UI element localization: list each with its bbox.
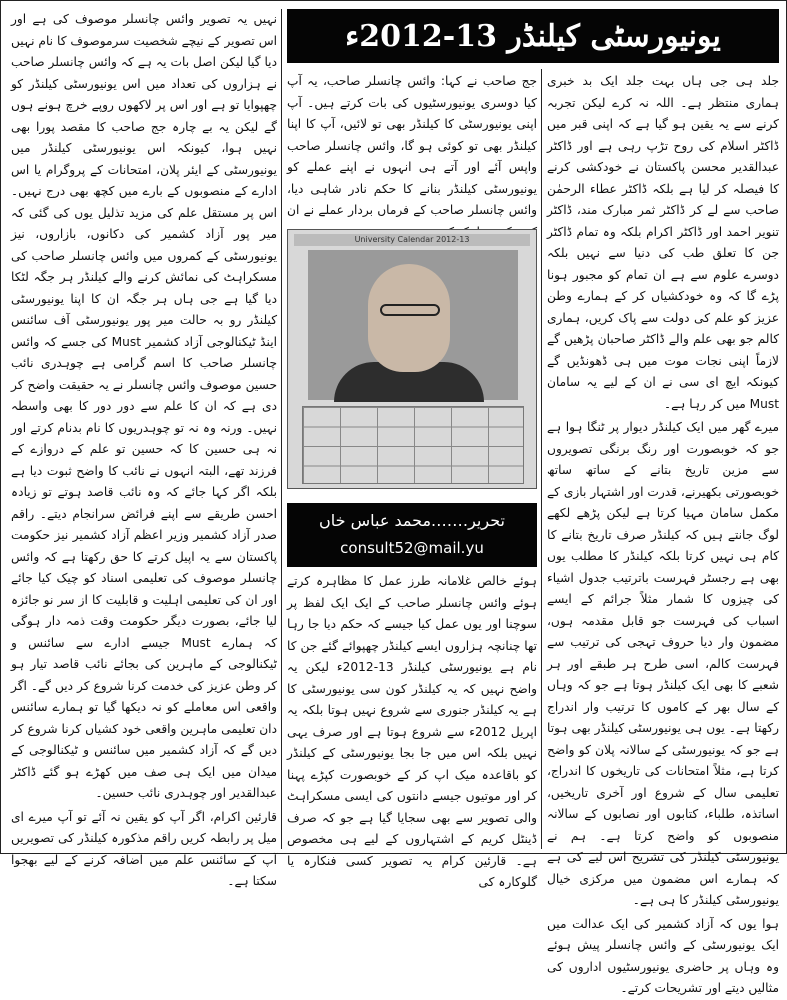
article-column-right <box>547 71 779 995</box>
paragraph: ہوا یوں کہ آزاد کشمیر کی ایک عدالت میں ایک یونیورسٹی کے وائس چانسلر پیش ہوئے وہ وہاں پر حاضری یونیورسٹیوں اداروں کی مثالیں دیتے اور تشریحات کرتے۔ <box>547 916 779 995</box>
calendar-header-text: University Calendar 2012-13 <box>294 234 530 246</box>
article-column-middle-top <box>287 71 537 221</box>
article-title-text: یونیورسٹی کیلنڈر 13-2012ء <box>345 18 721 54</box>
paragraph: نہیں یہ تصویر وائس چانسلر موصوف کی ہے اور اس تصویر کے نیچے شخصیت سرموصوف کا نام نہیں دیا گیا لیکن اصل بات یہ ہے کہ وائس چانسلر صاحب نے ہزاروں کی تعداد میں اس یونیورسٹی کیلنڈر کو چھپوایا تو ہے اور اس پر لاکھوں روپے خرچ ہونے ہوں گے لیکن یہ بے چارہ جج صاحب کا مقصد پورا بھی نہیں ہوا، کیونکہ اس یونیورسٹی کیلنڈر میں یونیورسٹی کے ایئر پلان، امتحانات کے پروگرام یا اس ادارے کے منصوبوں کے بارے میں کچھ بھی درج نہیں۔ اس پر مستقل علم کی مزید تذلیل یوں کی گئی کہ میر پور آزاد کشمیر کی دکانوں، بازاروں، نیز یونیورسٹی کے کمروں میں وائس چانسلر صاحب کی مسکراہٹ کی نمائش کرنے والے کیلنڈر ہر جگہ لٹکا دیا گیا ہے جی ہاں ہر جگہ ان کا اپنا یونیورسٹی کیلنڈر رو بہ حالت میر پور یونیورسٹی آف سائنس اینڈ ٹیکنالوجی آزاد کشمیر Must کی جسے کہ وائس چانسلر صاحب کا اسم گرامی ہے چوہدری نائب حسین موصوف وائس چانسلر نے یہ حقیقت واضح کر دی ہے کہ ان کا علم سے دور دور کا بھی واسطہ نہیں۔ ورنہ وہ نہ تو چوہدریوں کا نام بدنام کرتے اور نہ ہی حسین کا کہ حسین تو علم کے دروازے کے فرزند تھے، البتہ انہوں نے نائب کا واضح ثبوت دیا ہے بلکہ اگر کہا جائے کہ وہ نائب قاصد ہوتے تو زیادہ احسن طریقے سے اپنے فرائض سرانجام دیتے۔ راقم صدر آزاد کشمیر وزیر اعظم آزاد کشمیر نیز حکومت پاکستان سے یہ اپیل کرتے کا حق رکھتا ہے کہ وائس چانسلر موصوف کی تعلیمی اسناد کو چیک کیا جائے اور ان کی تعلیمی اہلیت و قابلیت کا از سر نو جائزہ لیا جائے، بصورت دیگر حکومت وقت ذمہ دار ہوگی کہ ہمارے Must جیسے ادارے سے سائنس و ٹیکنالوجی کے ماہرین کی بجائے نائب قاصد تیار ہو کر وطن عزیز کی خدمت کرنا شروع کر دیں گے۔ اگر واقعی اس معاملے کو نہ دیکھا گیا تو ہمارے سائنس دان تعلیمی ماہرین واقعی خود کشیاں کرنا شروع کر دیں گے کہ آزاد کشمیر میں سائنس و ٹیکنالوجی کے میدان میں ایک ہی صف میں کھڑے ہو گئے ڈاکٹر عبدالقدیر اور چوہدری نائب حسین۔ <box>11 12 278 800</box>
column-divider <box>541 69 542 849</box>
paragraph: میرے گھر میں ایک کیلنڈر دیوار پر ٹنگا ہوا ہے جو کہ خوبصورت اور رنگ برنگی تصویروں سے مزین تاریخ بتانے کے ساتھ ساتھ خوبصورتی بکھیرنے، قدرت اور اشتہار بازی کے مکمل سامان مہیا کرتا ہے لیکن پڑھے لکھے لوگ جانتے ہیں کہ کیلنڈر صرف تاریخ بتانے کا کام ہی نہیں کرتا بلکہ کیلنڈر کا مطلب یوں بھی ہے رجسٹر فہرست باترتیب جدول اشیاء کی چیزوں کا شمار مثلاً جرائم کے ایسے اسباب کی فہرست جو قابل مقدمہ ہوں، مضمون وار دیا حروف تہجی کی ترتیب سے فہرست کالم، اسی طرح ہر طبقے اور ہر شعبے کا بھی ایک کیلنڈر ہوتا ہے جو کہ وہاں کے سال بھر کے کاموں کا ترتیب وار اندراج رکھتا ہے۔ یوں ہی یونیورسٹی کیلنڈر بھی ہوتا ہے جو کہ یونیورسٹی کے سالانہ پلان کو واضح کرتا ہے، مثلاً امتحانات کی تاریخوں کا اندراج، تعلیمی سال کے شروع اور آخری تاریخیں، اساتذہ، طلباء، کتابوں اور نصابوں کے سالانہ منصوبوں کو واضح کرتا ہے۔ ہم نے یونیورسٹی کیلنڈر کی تشریح اس لیے کی ہے کہ ہمارے اس مضمون میں مرکزی خیال یونیورسٹی کیلنڈر کا ہی ہے۔ <box>547 420 779 907</box>
author-box <box>287 503 537 567</box>
article-column-left <box>11 9 278 888</box>
portrait-face <box>368 264 450 372</box>
column-divider <box>281 9 282 849</box>
article-column-middle-bottom <box>287 571 538 889</box>
paragraph: جج صاحب نے کہا: وائس چانسلر صاحب، یہ آپ کیا دوسری یونیورسٹیوں کی بات کرتے ہیں۔ آپ اپنی یونیورسٹی کا کیلنڈر بھی تو لائیں، آپ کا اپنا کیلنڈر بھی تو کوئی ہو گا، وائس چانسلر صاحب واپس آئے اور آتے ہی انہوں نے اپنے عملے کو یونیورسٹی کیلنڈر بنانے کا حکم نادر شاہی دیا، وائس چانسلر صاحب کے فرماں بردار عملے نے ان <box>287 74 537 217</box>
calendar-photo <box>287 229 537 489</box>
portrait-glasses <box>380 304 440 316</box>
author-name: تحریر…….محمد عباس خاں <box>319 511 505 530</box>
calendar-grid <box>302 406 524 484</box>
paragraph: جلد ہی جی ہاں بہت جلد ایک بد خبری ہماری منتظر ہے۔ اللہ نہ کرے لیکن تجربہ کرنے سے یہ یقین ہو گیا ہے کہ اپنی قبر میں ڈاکٹر اسلام کی روح تڑپ رہی ہے اور ڈاکٹر عبدالقدیر محسن پاکستان نے خودکشی کرنے کا فیصلہ کر لیا ہے بلکہ ڈاکٹر عطاء الرحمٰن صاحب سے لے کر ڈاکٹر ثمر مبارک مند، ڈاکٹر تنویر احمد اور ڈاکٹر اکرام بلکہ وہ تمام ڈاکٹر جن کا تعلق طب کی دنیا سے نہیں بلکہ دوسرے علوم سے ہے ان تمام کو مجبور ہونا پڑے گا کہ وہ خودکشیاں کر کے ہمارے وطن عزیز کو علم کی دولت سے پاک کریں، ہماری کالم جو بھی علم والے ڈاکٹر صاحبان پڑھیں گے لازماً اپنی نجات موت میں ہی ڈھونڈیں گے کیونکہ ایچ ای سی نے ان کے لیے یہ سامان Must میں کر رہا ہے۔ <box>547 74 779 411</box>
author-email[interactable]: consult52@mail.yu <box>340 539 484 557</box>
paragraph: قارئین اکرام، اگر آپ کو یقین نہ آئے تو آپ میرے ای میل پر رابطہ کریں راقم مذکورہ کیلنڈر کی تصویریں آپ کے سائنس علم میں اضافہ کرنے کے لیے بھجوا سکتا ہے۔ <box>11 809 277 888</box>
paragraph: ہوئے خالص غلامانہ طرز عمل کا مظاہرہ کرتے ہوئے وائس چانسلر صاحب کے ایک ایک لفظ پر سوچنا اور یوں عمل کیا جیسے کہ حکم دیا جا رہا تھا چنانچہ ہزاروں ایسے کیلنڈر چھپوائے گئے جن کا نام ہے یونیورسٹی کیلنڈر 13-2012ء لیکن یہ واضح نہیں کہ یہ کیلنڈر کون سی یونیورسٹی کا ہے یہ کیلنڈر جنوری سے شروع نہیں ہوتا بلکہ یہ اپریل 2012ء سے شروع ہوتا ہے اور صرف یہی نہیں بلکہ اس میں جا بجا یونیورسٹی کے کیلنڈر کو باقاعدہ میک اپ کر کے خوبصورت کپڑے پہنا کر اور موتیوں جیسے دانتوں کی ایسی مسکراہٹ والی تصویر سے بھی سجایا گیا ہے جو کہ صرف ڈینٹل کریم کے اشتہاروں کے لیے ہی مخصوص ہے۔ قارئین کرام یہ تصویر کسی فنکارہ یا گلوکارہ کی <box>287 574 538 889</box>
article-title <box>287 9 779 63</box>
